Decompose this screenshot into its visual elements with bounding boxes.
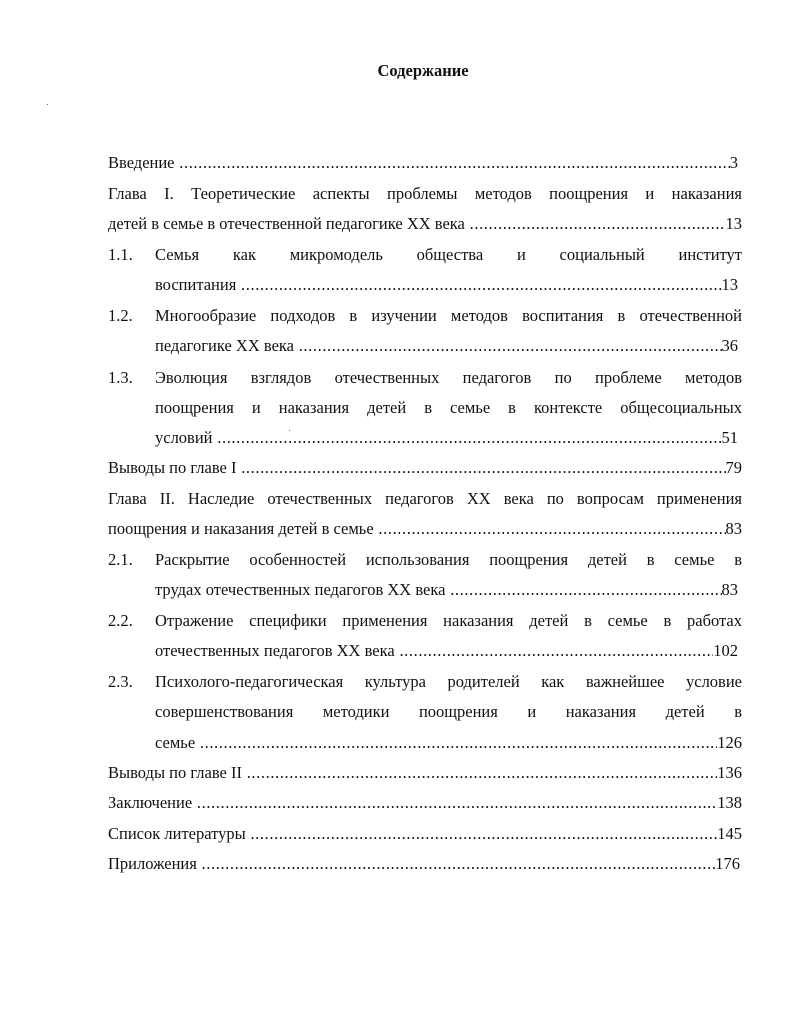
toc-section-1-2-title-cont [155,334,738,358]
scan-speck [47,104,48,105]
toc-entry-chapter-1-conclusions [108,456,742,480]
toc-entry-label: условий ..... [155,426,722,450]
toc-section-1-3-title: Эволюция взглядов отечественных педагогов по проблеме методов [155,368,742,387]
toc-section-number: 2.2. [108,611,133,630]
toc-entry-chapter-2-conclusions [108,761,742,785]
toc-page-number: 126 [717,733,742,752]
toc-chapter-1-title: Глава I. Теоретические аспекты проблемы методов поощрения и наказания [108,184,742,203]
toc-section-1-3-title-cont: поощрения и наказания детей в семье в контексте общесоциальных [155,398,742,417]
toc-entry-label: Список литературы ..... [108,822,717,846]
toc-page-number: 51 [721,428,738,447]
toc-chapter-2-title-cont [108,517,742,541]
toc-entry-label: Введение ..... [108,151,730,175]
toc-entry-label: поощрения и наказания детей в семье ..... [108,517,726,541]
toc-page-number: 145 [717,824,742,843]
toc-entry-label: семье ..... [155,731,717,755]
toc-page-number: 13 [721,275,738,294]
toc-entry-conclusion [108,791,742,815]
toc-section-2-3-title-end [155,731,742,755]
toc-page-number: 36 [721,336,738,355]
toc-page-number: 176 [715,854,740,873]
toc-section-number: 1.2. [108,306,133,325]
toc-entry-label: трудах отечественных педагогов XX века ..... [155,578,722,602]
toc-section-2-2-title-cont [155,639,738,663]
toc-section-2-2-title: Отражение специфики применения наказания детей в семье в работах [155,611,742,630]
toc-page-number: 102 [713,641,738,660]
toc-section-number: 1.3. [108,368,133,387]
toc-page-number: 83 [725,519,742,538]
page-title: Содержание [377,61,469,80]
toc-chapter-2-title: Глава II. Наследие отечественных педагогов XX века по вопросам применения [108,489,742,508]
toc-section-1-3-title-end [155,426,738,450]
toc-entry-intro [108,151,738,175]
toc-section-1-1-title: Семья как микромодель общества и социальный институт [155,245,742,264]
toc-entry-label: детей в семье в отечественной педагогике XX века ..... [108,212,726,236]
toc-page-number: 83 [721,580,738,599]
toc-entry-label: Заключение ..... [108,791,717,815]
toc-entry-appendix [108,852,740,876]
toc-section-1-1-title-cont [155,273,738,297]
toc-section-2-3-title-cont: совершенствования методики поощрения и наказания детей в [155,702,742,721]
toc-section-number: 1.1. [108,245,133,264]
toc-section-1-2-title: Многообразие подходов в изучении методов воспитания в отечественной [155,306,742,325]
toc-page-number: 13 [725,214,742,233]
toc-entry-label: Выводы по главе I ..... [108,456,726,480]
toc-entry-label: отечественных педагогов XX века ..... [155,639,713,663]
toc-section-2-1-title-cont [155,578,738,602]
toc-chapter-1-title-cont [108,212,742,236]
toc-entry-label: педагогике XX века ..... [155,334,722,358]
toc-section-number: 2.3. [108,672,133,691]
toc-entry-label: Приложения ..... [108,852,715,876]
toc-page-number: 3 [729,153,738,172]
toc-page-number: 79 [725,458,742,477]
toc-section-2-1-title: Раскрытие особенностей использования поощрения детей в семье в [155,550,742,569]
toc-entry-references [108,822,742,846]
toc-section-number: 2.1. [108,550,133,569]
toc-page-number: 138 [717,793,742,812]
toc-entry-label: воспитания ..... [155,273,722,297]
toc-section-2-3-title: Психолого-педагогическая культура родителей как важнейшее условие [155,672,742,691]
toc-entry-label: Выводы по главе II ..... [108,761,717,785]
toc-page-number: 136 [717,763,742,782]
